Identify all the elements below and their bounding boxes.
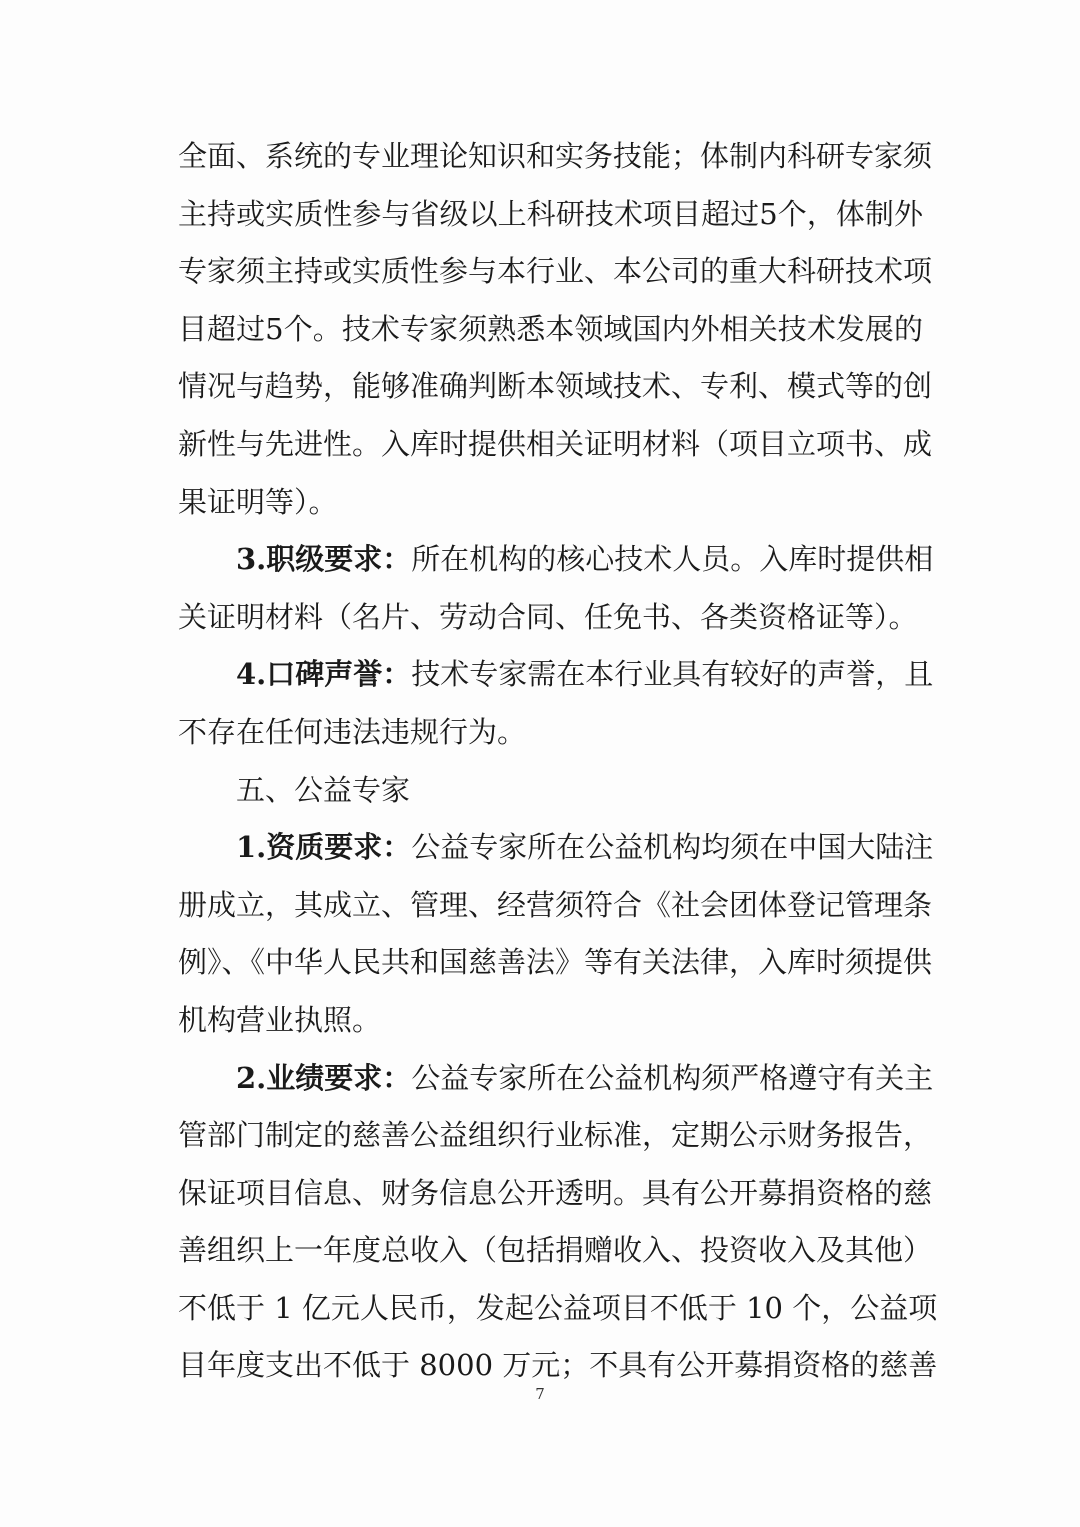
text-line bbox=[178, 301, 923, 359]
line-text: 专家须主持或实质性参与本行业、本公司的重大科研技术项 bbox=[178, 254, 933, 289]
line-text: 保证项目信息、财务信息公开透明。具有公开募捐资格的慈 bbox=[178, 1175, 933, 1210]
text-line bbox=[178, 186, 923, 244]
text-line bbox=[178, 128, 933, 186]
line-text: 五、公益专家 bbox=[236, 772, 411, 807]
section-heading: 1.资质要求： bbox=[236, 830, 412, 865]
line-text: 不存在任何违法违规行为。 bbox=[178, 714, 527, 749]
text-line bbox=[178, 1165, 933, 1223]
line-text: 果证明等）。 bbox=[178, 484, 338, 519]
line-text: 主持或实质性参与省级以上科研技术项目超过5个，体制外 bbox=[178, 196, 923, 231]
line-text: 公益专家所在公益机构均须在中国大陆注 bbox=[411, 830, 934, 865]
line-text: 目超过5个。技术专家须熟悉本领域国内外相关技术发展的 bbox=[178, 311, 923, 346]
text-line bbox=[178, 1280, 938, 1338]
text-line bbox=[178, 1222, 933, 1280]
text-line bbox=[178, 1050, 934, 1108]
text-line bbox=[178, 243, 933, 301]
line-text: 公益专家所在公益机构须严格遵守有关主 bbox=[411, 1060, 934, 1095]
line-text: 例》、《中华人民共和国慈善法》等有关法律，入库时须提供 bbox=[178, 945, 933, 980]
section-heading: 4.口碑声誉： bbox=[236, 657, 412, 692]
line-text: 目年度支出不低于 8000 万元；不具有公开募捐资格的慈善 bbox=[178, 1348, 938, 1383]
section-heading: 3.职级要求： bbox=[236, 542, 412, 577]
text-line bbox=[178, 704, 923, 762]
line-text: 善组织上一年度总收入（包括捐赠收入、投资收入及其他） bbox=[178, 1233, 933, 1268]
text-line bbox=[178, 646, 934, 704]
line-text: 册成立，其成立、管理、经营须符合《社会团体登记管理条 bbox=[178, 887, 933, 922]
text-line bbox=[178, 992, 923, 1050]
line-text: 新性与先进性。入库时提供相关证明材料（项目立项书、成 bbox=[178, 426, 933, 461]
text-line bbox=[178, 762, 923, 820]
text-line bbox=[178, 358, 933, 416]
text-line bbox=[178, 1107, 933, 1165]
line-text: 管部门制定的慈善公益组织行业标准，定期公示财务报告， bbox=[178, 1118, 933, 1153]
text-line bbox=[178, 416, 933, 474]
text-line bbox=[178, 934, 933, 992]
section-heading: 2.业绩要求： bbox=[236, 1060, 412, 1095]
document-body bbox=[178, 128, 938, 1395]
text-line bbox=[178, 819, 934, 877]
text-line bbox=[178, 589, 923, 647]
line-text: 不低于 1 亿元人民币，发起公益项目不低于 10 个，公益项 bbox=[178, 1290, 938, 1325]
text-line bbox=[178, 877, 933, 935]
line-text: 全面、系统的专业理论知识和实务技能；体制内科研专家须 bbox=[178, 139, 933, 173]
line-text: 机构营业执照。 bbox=[178, 1002, 382, 1037]
line-text: 关证明材料（名片、劳动合同、任免书、各类资格证等）。 bbox=[178, 599, 918, 634]
line-text: 情况与趋势，能够准确判断本领域技术、专利、模式等的创 bbox=[178, 369, 933, 404]
text-line bbox=[178, 531, 934, 589]
line-text: 技术专家需在本行业具有较好的声誉，且 bbox=[411, 657, 934, 692]
text-line bbox=[178, 474, 923, 532]
line-text: 所在机构的核心技术人员。入库时提供相 bbox=[411, 542, 934, 577]
page-number: 7 bbox=[535, 1385, 545, 1403]
